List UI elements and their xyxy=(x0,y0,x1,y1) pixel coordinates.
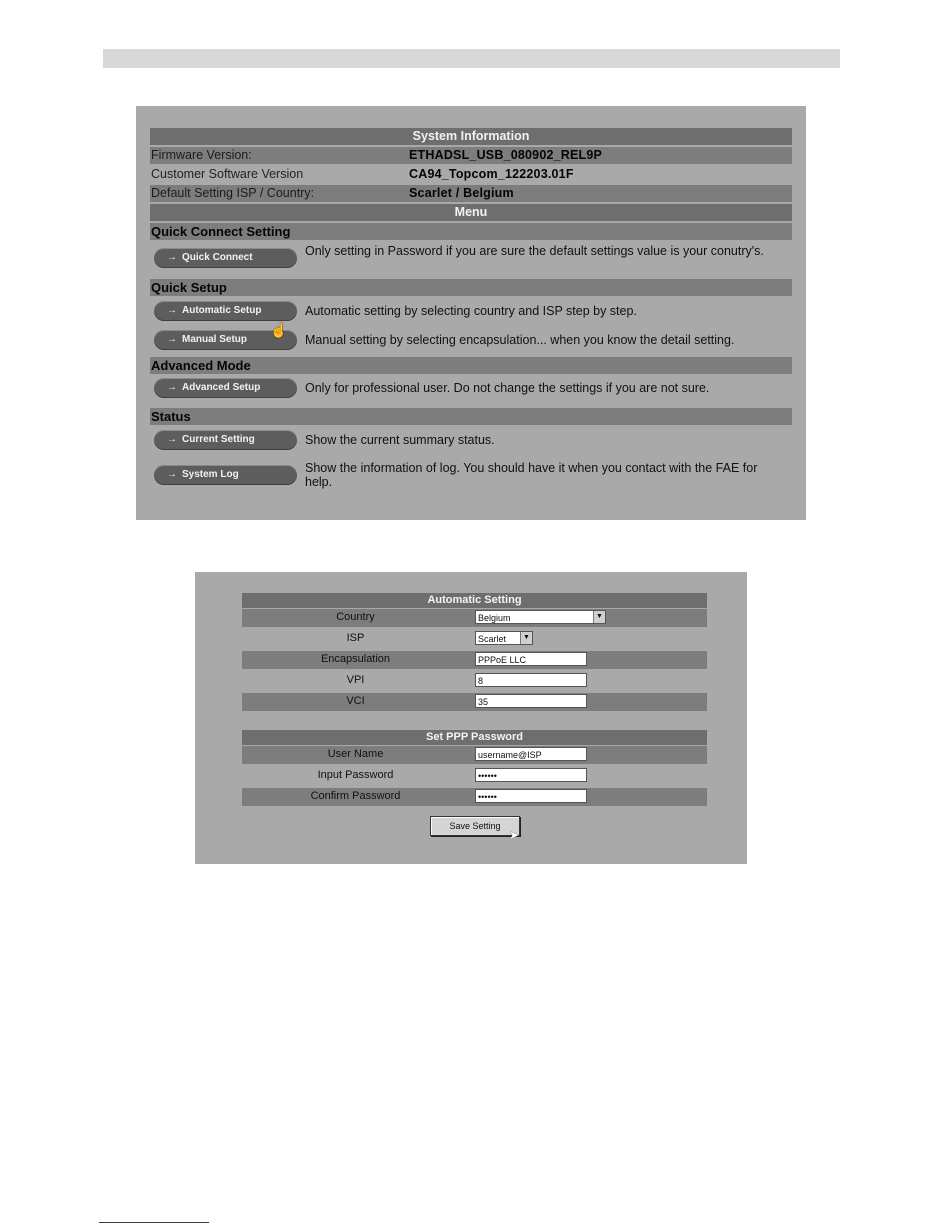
quick-connect-row xyxy=(150,242,792,279)
isp-row xyxy=(242,630,707,648)
confirm-password-label: Confirm Password xyxy=(310,790,401,802)
manual-setup-label: Manual Setup xyxy=(182,334,248,345)
quick-setup-heading: Quick Setup xyxy=(150,279,792,296)
advanced-setup-label: Advanced Setup xyxy=(182,382,261,393)
firmware-label: Firmware Version: xyxy=(151,148,252,162)
password-label: Input Password xyxy=(317,769,394,781)
current-setting-label: Current Setting xyxy=(182,434,255,445)
advanced-setup-desc: Only for professional user. Do not change the settings if you are not sure. xyxy=(305,381,710,395)
confirm-password-field[interactable]: •••••• xyxy=(475,789,587,803)
system-log-button[interactable] xyxy=(154,465,297,485)
default-isp-row xyxy=(150,185,792,202)
arrow-icon: → xyxy=(167,382,177,393)
confirm-password-row xyxy=(242,788,707,806)
chevron-down-icon: ▼ xyxy=(520,632,532,644)
arrow-icon: → xyxy=(167,252,177,263)
menu-header: Menu xyxy=(150,204,792,221)
hand-cursor-icon: ☝ xyxy=(270,322,288,338)
firmware-row xyxy=(150,147,792,164)
system-log-desc: Show the information of log. You should have it when you contact with the FAE for help. xyxy=(305,461,758,489)
advanced-setup-button[interactable] xyxy=(154,378,297,398)
manual-setup-desc: Manual setting by selecting encapsulation... when you know the detail setting. xyxy=(305,333,735,347)
system-log-label: System Log xyxy=(182,469,239,480)
arrow-icon: → xyxy=(167,434,177,445)
isp-select[interactable] xyxy=(475,631,533,645)
status-heading: Status xyxy=(150,408,792,425)
default-isp-label: Default Setting ISP / Country: xyxy=(151,186,315,200)
country-select[interactable] xyxy=(475,610,606,624)
username-field[interactable]: username@ISP xyxy=(475,747,587,761)
vpi-row xyxy=(242,672,707,690)
automatic-setup-label: Automatic Setup xyxy=(182,305,262,316)
pointer-cursor-icon: ➤ xyxy=(509,828,520,842)
country-label: Country xyxy=(336,611,375,623)
username-row xyxy=(242,746,707,764)
username-label: User Name xyxy=(327,748,384,760)
advanced-mode-heading: Advanced Mode xyxy=(150,357,792,374)
country-row xyxy=(242,609,707,627)
ppp-password-header: Set PPP Password xyxy=(242,730,707,745)
main-menu-screenshot xyxy=(136,106,806,520)
automatic-setting-screenshot xyxy=(195,572,747,864)
save-setting-button[interactable]: Save Setting xyxy=(430,816,520,836)
quick-connect-heading: Quick Connect Setting xyxy=(150,223,792,240)
quick-connect-desc: Only setting in Password if you are sure the default settings value is your conutry's. xyxy=(305,244,764,258)
vpi-label: VPI xyxy=(346,674,365,686)
current-setting-row xyxy=(150,427,792,461)
vci-field[interactable]: 35 xyxy=(475,694,587,708)
encapsulation-row xyxy=(242,651,707,669)
firmware-value: ETHADSL_USB_080902_REL9P xyxy=(409,148,603,162)
arrow-icon: → xyxy=(167,334,177,345)
password-field[interactable]: •••••• xyxy=(475,768,587,782)
vci-row xyxy=(242,693,707,711)
default-isp-value: Scarlet / Belgium xyxy=(409,186,514,200)
automatic-setup-row xyxy=(150,298,792,330)
page-header-bar xyxy=(103,49,840,68)
vci-label: VCI xyxy=(346,695,365,707)
arrow-icon: → xyxy=(167,469,177,480)
system-log-row xyxy=(150,461,792,493)
system-info-header: System Information xyxy=(150,128,792,145)
current-setting-desc: Show the current summary status. xyxy=(305,433,495,447)
quick-connect-button[interactable] xyxy=(154,248,297,268)
automatic-setup-button[interactable] xyxy=(154,301,297,321)
automatic-setting-header: Automatic Setting xyxy=(242,593,707,608)
chevron-down-icon: ▼ xyxy=(593,611,605,623)
encapsulation-field[interactable]: PPPoE LLC xyxy=(475,652,587,666)
software-label: Customer Software Version xyxy=(151,167,304,181)
software-value: CA94_Topcom_122203.01F xyxy=(409,167,574,181)
country-value: Belgium xyxy=(478,613,511,623)
isp-label: ISP xyxy=(346,632,365,644)
manual-setup-row xyxy=(150,330,792,357)
advanced-setup-row xyxy=(150,376,792,408)
password-row xyxy=(242,767,707,785)
vpi-field[interactable]: 8 xyxy=(475,673,587,687)
arrow-icon: → xyxy=(167,305,177,316)
quick-connect-label: Quick Connect xyxy=(182,252,253,263)
software-row xyxy=(150,166,792,183)
footer-rule xyxy=(99,1222,209,1223)
automatic-setup-desc: Automatic setting by selecting country and ISP step by step. xyxy=(305,304,637,318)
current-setting-button[interactable] xyxy=(154,430,297,450)
encapsulation-label: Encapsulation xyxy=(320,653,391,665)
isp-value: Scarlet xyxy=(478,634,507,644)
